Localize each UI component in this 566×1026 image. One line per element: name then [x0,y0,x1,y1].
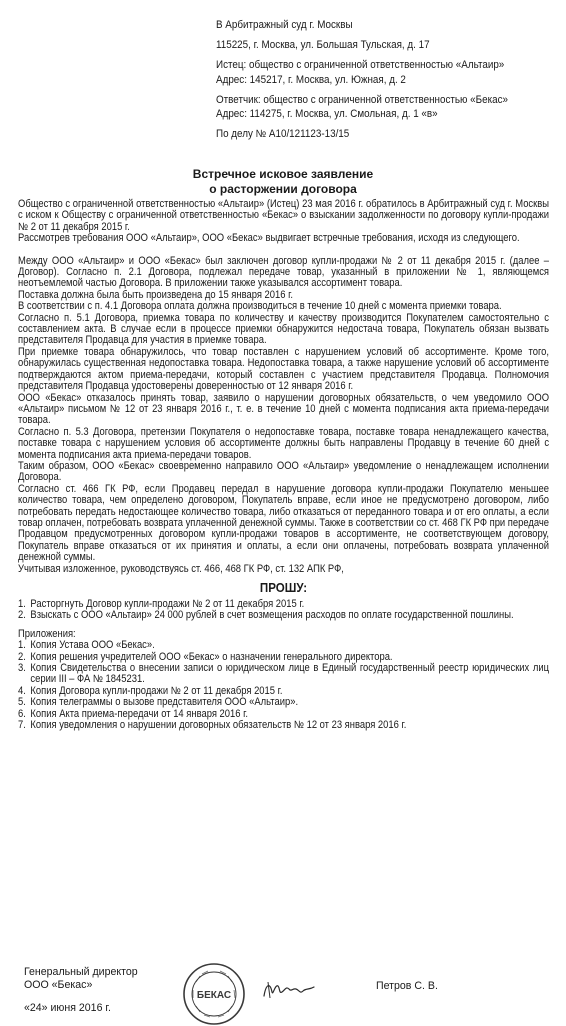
signature-block [24,966,564,1020]
paragraph: Согласно ст. 466 ГК РФ, если Продавец передал в нарушение договора купли-продажи Покупателю меньшее количество товара, чем определено договором, Покупатель вправе, если иное не предусмотрено договором, либо потребовать передать недостающее количество товара, либо отказаться от переданного товара и от его оплаты, а если товар оплачен, потребовать возврата уплаченной денежной суммы. Также в соответствии со ст. 468 ГК РФ при передаче Продавцом предусмотренных договором купли-продажи товаров в ассортименте, не соответствующем договору, Покупатель вправе отказаться от их принятия и оплаты, а если они оплачены, потребовать возврата уплаченной денежной суммы. [18,482,550,564]
paragraph: Согласно п. 5.1 Договора, приемка товара по количеству и качеству производится Покупателем самостоятельно с составлением акта. В случае если в процессе приемки обнаружится недостача товара, Покупатель обязан вызвать представителя Продавца для участия в приемке товара. [18,311,550,347]
request-list [18,599,549,622]
item-number: 7. [18,719,26,732]
item-text: Копия Устава ООО «Бекас». [30,639,155,652]
item-number: 5. [18,696,26,709]
item-text: Копия Договора купли-продажи № 2 от 11 декабря 2015 г. [30,684,283,697]
item-number: 3. [18,662,26,675]
list-item [18,663,549,686]
document-title [0,167,566,197]
signatory-name: Петров С. В. [376,980,438,992]
paragraph: В соответствии с п. 4.1 Договора оплата должна производиться в течение 10 дней с момента приемки товара. [18,300,502,313]
handwritten-signature [260,976,318,1002]
paragraph: Между ООО «Альтаир» и ООО «Бекас» был заключен договор купли-продажи № 2 от 11 декабря 2015 г. (далее – Договор). Согласно п. 2.1 Договора, подлежал передаче товар, указанный в приложении № 1, являющемся неотъемлемой частью Договора. В приложении также указывался ассортимент товара. [18,254,550,290]
title-line-1: Встречное исковое заявление [192,167,374,181]
attachments-list [18,640,549,731]
item-text: Расторгнуть Договор купли-продажи № 2 от 11 декабря 2015 г. [30,598,305,610]
signatory-block [24,966,138,991]
court-name: В Арбитражный суд г. Москвы [216,19,353,31]
signatory-position: Генеральный директор [24,966,138,978]
plaintiff-address: Адрес: 145217, г. Москва, ул. Южная, д. 2 [216,73,406,86]
signature-date: «24» июня 2016 г. [24,1002,111,1014]
document-body [18,199,549,731]
list-item [18,610,549,621]
plaintiff-name: Истец: общество с ограниченной ответственностью «Альтаир» [216,59,505,72]
item-number: 1. [18,639,26,652]
paragraph: При приемке товара обнаружилось, что товар поставлен с нарушением условий об ассортименте. Кроме того, обнаружилась существенная недопоставка товара. Недопоставка товара, а также нарушение условий об ассортименте подтверждаются актом приема-передачи, который составлен с участием представителя Продавца. Полномочия представителя Продавца удостоверены доверенностью от 12 января 2016 г. [18,345,550,393]
title-line-2: о расторжении договора [209,182,357,196]
paragraph: Рассмотрев требования ООО «Альтаир», ООО «Бекас» выдвигает встречные требования, исходя из следующего. [18,232,520,245]
paragraph: Общество с ограниченной ответственностью «Альтаир» (Истец) 23 мая 2016 г. обратилось в Арбитражный суд г. Москвы с иском к Обществу с ограниченной ответственностью «Бекас» о взыскании задолженности по договору купли-продажи № 2 от 11 декабря 2015 г. [18,198,550,233]
request-heading: ПРОШУ: [259,580,308,595]
stamp-label: БЕКАС [196,990,232,1001]
list-item [18,640,549,651]
item-text: Взыскать с ООО «Альтаир» 24 000 рублей в счет возмещения расходов по оплате государственной пошлины. [30,609,514,622]
paragraph: Учитывая изложенное, руководствуясь ст. 466, 468 ГК РФ, ст. 132 АПК РФ, [18,562,344,575]
list-item [18,697,549,708]
paragraph: ООО «Бекас» отказалось принять товар, заявило о нарушении договорных обязательств, о чем уведомило ООО «Альтаир» письмом № 12 от 23 января 2016 г., т. е. в течение 10 дней с момента подписания акта приема-передачи товара. [18,391,550,427]
defendant-name: Ответчик: общество с ограниченной ответственностью «Бекас» [216,93,509,106]
signatory-company: ООО «Бекас» [24,978,93,991]
item-number: 1. [18,598,26,610]
case-number: По делу № А10/121123-13/15 [216,128,350,141]
item-number: 2. [18,609,26,622]
paragraph: Таким образом, ООО «Бекас» своевременно направило ООО «Альтаир» уведомление о ненадлежащем исполнении Договора. [18,459,550,484]
item-number: 2. [18,650,26,663]
list-item [18,720,549,731]
company-stamp [182,962,246,1026]
item-number: 4. [18,684,26,697]
item-text: Копия Акта приема-передачи от 14 января 2016 г. [30,707,248,720]
item-text: Копия Свидетельства о внесении записи о юридическом лице в Единый государственный реестр юридических лиц серии III – ФА № 1845231. [30,662,550,686]
paragraph: Согласно п. 5.3 Договора, претензии Покупателя о недопоставке товара, поставке товара ненадлежащего качества, поставке товара с нарушением условия об ассортименте должны быть направлены Продавцу в течение 60 дней с момента подписания акта приема-передачи товаров. [18,425,550,461]
item-number: 6. [18,707,26,720]
court-address: 115225, г. Москва, ул. Большая Тульская, д. 17 [216,39,430,52]
document-header [216,18,532,141]
defendant-address: Адрес: 114275, г. Москва, ул. Смольная, д. 1 «в» [216,108,438,121]
item-text: Копия телеграммы о вызове представителя ООО «Альтаир». [30,696,299,709]
item-text: Копия решения учредителей ООО «Бекас» о назначении генерального директора. [30,650,393,663]
item-text: Копия уведомления о нарушении договорных обязательств № 12 от 23 января 2016 г. [30,719,407,732]
paragraph: Поставка должна была быть произведена до 15 января 2016 г. [18,288,294,301]
attachments-heading: Приложения: [18,627,76,640]
